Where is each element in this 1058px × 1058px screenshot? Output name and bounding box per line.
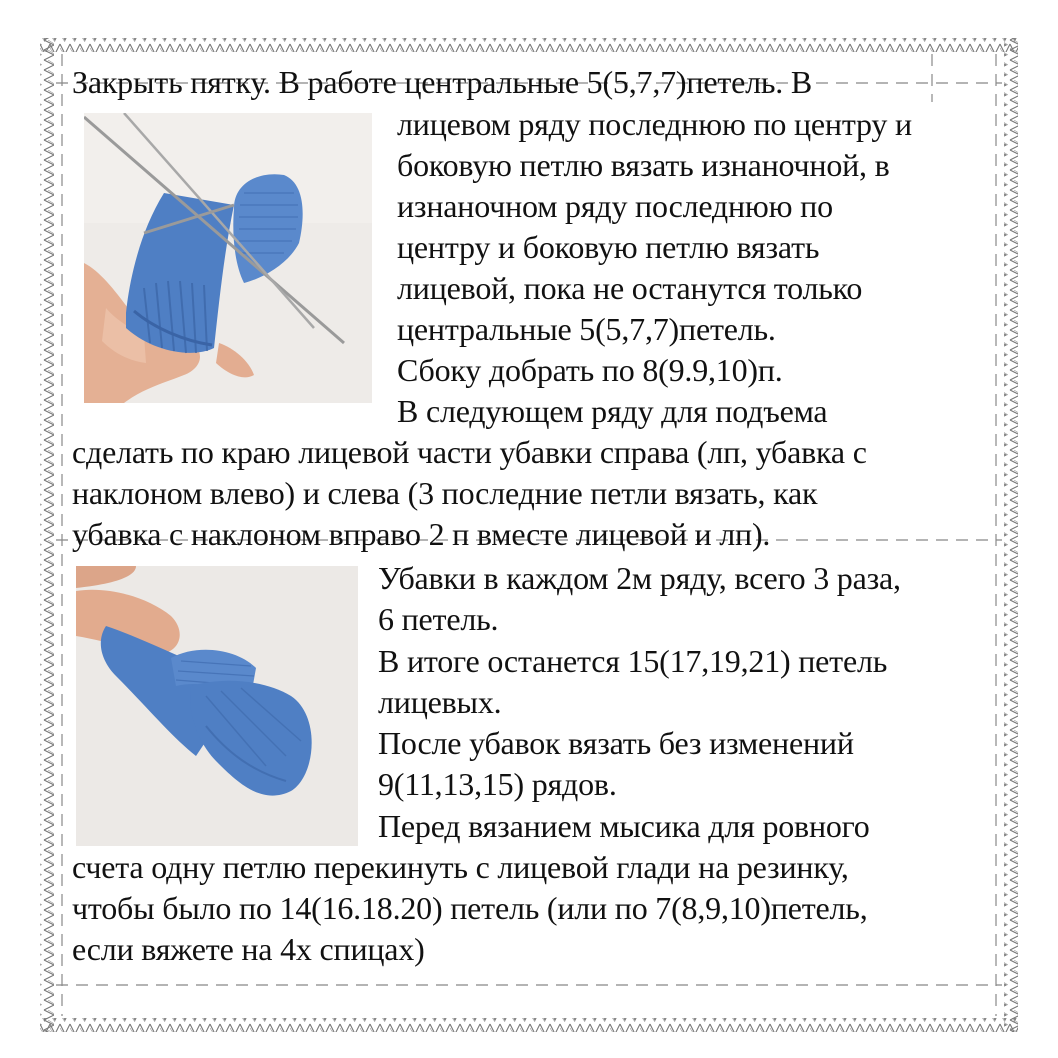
knitting-photo xyxy=(84,113,372,403)
text-line-12: убавка с наклоном вправо 2 п вместе лицевой и лп). xyxy=(72,516,771,552)
sock-photo xyxy=(76,566,358,846)
text-line-21: чтобы было по 14(16.18.20) петель (или по 7(8,9,10)петель, xyxy=(72,890,868,926)
text-line-15: В итоге останется 15(17,19,21) петель xyxy=(378,643,888,679)
text-line-7: центральные 5(5,7,7)петель. xyxy=(397,311,776,347)
text-line-2: лицевом ряду последнюю по центру и xyxy=(397,106,912,142)
text-line-16: лицевых. xyxy=(378,684,502,720)
text-line-1: Закрыть пятку. В работе центральные 5(5,7,7)петель. В xyxy=(72,64,813,100)
text-line-22: если вяжете на 4х спицах) xyxy=(72,931,425,967)
text-line-18: 9(11,13,15) рядов. xyxy=(378,766,617,802)
knitted-sock-icon xyxy=(76,566,358,846)
text-line-13: Убавки в каждом 2м ряду, всего 3 раза, xyxy=(378,560,901,596)
text-line-10: сделать по краю лицевой части убавки справа (лп, убавка с xyxy=(72,434,867,470)
text-line-17: После убавок вязать без изменений xyxy=(378,725,854,761)
text-line-4: изнаночном ряду последнюю по xyxy=(397,188,833,224)
text-line-19: Перед вязанием мысика для ровного xyxy=(378,808,870,844)
text-line-14: 6 петель. xyxy=(378,601,499,637)
text-line-20: счета одну петлю перекинуть с лицевой глади на резинку, xyxy=(72,849,849,885)
text-line-9: В следующем ряду для подъема xyxy=(397,393,828,429)
text-line-6: лицевой, пока не останутся только xyxy=(397,270,863,306)
knitting-needles-icon xyxy=(84,113,372,403)
text-line-11: наклоном влево) и слева (3 последние петли вязать, как xyxy=(72,475,818,511)
text-line-8: Сбоку добрать по 8(9.9,10)п. xyxy=(397,352,783,388)
text-line-3: боковую петлю вязать изнаночной, в xyxy=(397,147,890,183)
text-line-5: центру и боковую петлю вязать xyxy=(397,229,820,265)
